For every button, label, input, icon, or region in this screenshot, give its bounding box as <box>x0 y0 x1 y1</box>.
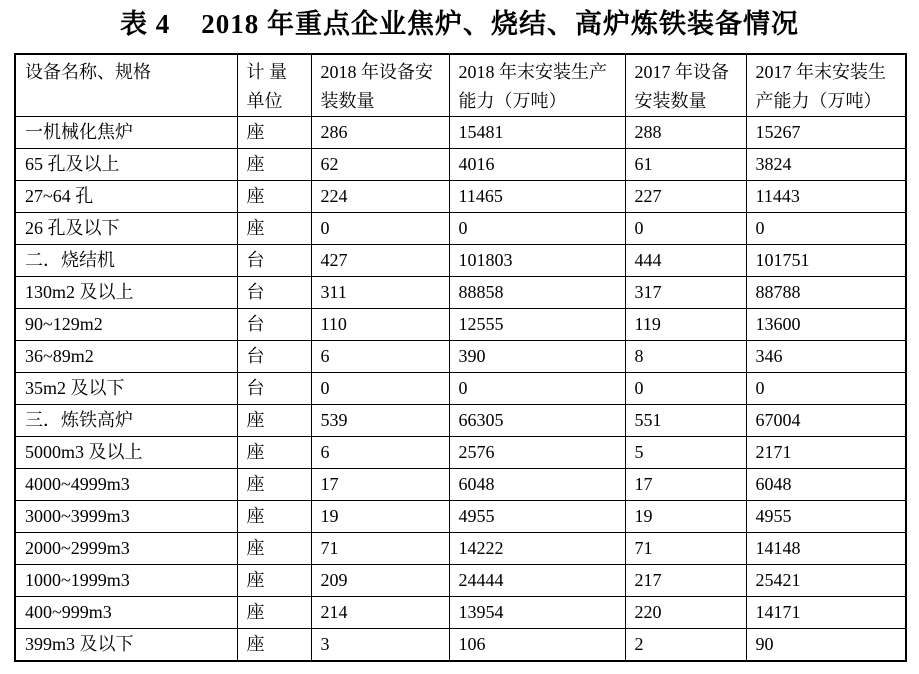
cell-device-name: 36~89m2 <box>15 341 237 373</box>
cell-2018-installed-count: 19 <box>311 501 449 533</box>
cell-2017-capacity: 6048 <box>746 469 906 501</box>
cell-2017-capacity: 25421 <box>746 565 906 597</box>
cell-device-name: 1000~1999m3 <box>15 565 237 597</box>
cell-device-name: 3000~3999m3 <box>15 501 237 533</box>
cell-2017-installed-count: 317 <box>625 277 746 309</box>
col-header-unit <box>237 54 311 117</box>
cell-unit: 座 <box>237 565 311 597</box>
table-row <box>15 501 906 533</box>
cell-2017-capacity: 2171 <box>746 437 906 469</box>
cell-2017-capacity: 0 <box>746 213 906 245</box>
cell-unit: 座 <box>237 405 311 437</box>
cell-device-name: 二．烧结机 <box>15 245 237 277</box>
cell-device-name: 一机械化焦炉 <box>15 117 237 149</box>
cell-2018-installed-count: 209 <box>311 565 449 597</box>
cell-2017-capacity: 14171 <box>746 597 906 629</box>
table-row <box>15 565 906 597</box>
col-header-2017-installed <box>625 54 746 117</box>
header-line: 2018 年设备安 <box>320 62 433 82</box>
cell-2018-installed-count: 110 <box>311 309 449 341</box>
cell-2018-installed-count: 0 <box>311 213 449 245</box>
cell-2017-installed-count: 0 <box>625 373 746 405</box>
header-line: 2017 年末安装生 <box>755 62 886 82</box>
cell-2018-capacity: 6048 <box>449 469 625 501</box>
cell-2018-capacity: 390 <box>449 341 625 373</box>
cell-2017-installed-count: 61 <box>625 149 746 181</box>
cell-2018-capacity: 101803 <box>449 245 625 277</box>
table-row <box>15 533 906 565</box>
header-line: 装数量 <box>320 91 375 111</box>
cell-2018-capacity: 106 <box>449 629 625 662</box>
cell-device-name: 26 孔及以下 <box>15 213 237 245</box>
cell-unit: 座 <box>237 117 311 149</box>
cell-unit: 座 <box>237 533 311 565</box>
cell-2017-capacity: 15267 <box>746 117 906 149</box>
col-header-2018-installed <box>311 54 449 117</box>
table-row <box>15 309 906 341</box>
cell-2017-capacity: 13600 <box>746 309 906 341</box>
cell-device-name: 399m3 及以下 <box>15 629 237 662</box>
cell-2017-capacity: 90 <box>746 629 906 662</box>
header-line: 设备名称、规格 <box>25 62 151 82</box>
cell-device-name: 65 孔及以上 <box>15 149 237 181</box>
table-row <box>15 437 906 469</box>
cell-unit: 台 <box>237 373 311 405</box>
cell-2017-capacity: 346 <box>746 341 906 373</box>
cell-2017-installed-count: 2 <box>625 629 746 662</box>
cell-2017-installed-count: 19 <box>625 501 746 533</box>
cell-2018-installed-count: 3 <box>311 629 449 662</box>
cell-device-name: 27~64 孔 <box>15 181 237 213</box>
table-row <box>15 181 906 213</box>
cell-device-name: 4000~4999m3 <box>15 469 237 501</box>
cell-unit: 台 <box>237 277 311 309</box>
cell-2018-installed-count: 62 <box>311 149 449 181</box>
table-row <box>15 373 906 405</box>
table-row <box>15 341 906 373</box>
cell-unit: 座 <box>237 149 311 181</box>
cell-unit: 座 <box>237 629 311 662</box>
table-row <box>15 117 906 149</box>
cell-2018-installed-count: 427 <box>311 245 449 277</box>
cell-2018-capacity: 14222 <box>449 533 625 565</box>
col-header-device-name <box>15 54 237 117</box>
cell-device-name: 35m2 及以下 <box>15 373 237 405</box>
cell-2018-installed-count: 0 <box>311 373 449 405</box>
header-line: 2018 年末安装生产 <box>458 62 607 82</box>
table-row <box>15 277 906 309</box>
cell-2017-installed-count: 288 <box>625 117 746 149</box>
equipment-table <box>14 53 907 662</box>
cell-2018-installed-count: 311 <box>311 277 449 309</box>
cell-2017-capacity: 14148 <box>746 533 906 565</box>
header-line: 安装数量 <box>634 91 707 111</box>
cell-2017-capacity: 0 <box>746 373 906 405</box>
cell-2017-capacity: 67004 <box>746 405 906 437</box>
cell-2018-installed-count: 17 <box>311 469 449 501</box>
table-header <box>15 54 906 117</box>
cell-2017-capacity: 4955 <box>746 501 906 533</box>
cell-2018-installed-count: 214 <box>311 597 449 629</box>
cell-2018-installed-count: 71 <box>311 533 449 565</box>
col-header-2018-capacity <box>449 54 625 117</box>
cell-2018-capacity: 88858 <box>449 277 625 309</box>
table-row <box>15 213 906 245</box>
cell-2018-capacity: 4016 <box>449 149 625 181</box>
header-row <box>15 54 906 117</box>
table-row <box>15 405 906 437</box>
cell-2017-installed-count: 5 <box>625 437 746 469</box>
cell-2017-installed-count: 71 <box>625 533 746 565</box>
table-title: 表 4 2018 年重点企业焦炉、烧结、高炉炼铁装备情况 <box>120 9 799 39</box>
table-row <box>15 245 906 277</box>
cell-2017-capacity: 3824 <box>746 149 906 181</box>
header-line: 能力（万吨） <box>458 91 567 111</box>
header-line: 计 量 <box>246 62 287 82</box>
cell-2018-capacity: 0 <box>449 213 625 245</box>
col-header-2017-capacity <box>746 54 906 117</box>
cell-2017-capacity: 88788 <box>746 277 906 309</box>
cell-2017-installed-count: 551 <box>625 405 746 437</box>
cell-2017-installed-count: 220 <box>625 597 746 629</box>
cell-2017-capacity: 101751 <box>746 245 906 277</box>
cell-2018-installed-count: 6 <box>311 437 449 469</box>
cell-2018-capacity: 66305 <box>449 405 625 437</box>
cell-2017-installed-count: 17 <box>625 469 746 501</box>
cell-2017-installed-count: 0 <box>625 213 746 245</box>
table-row <box>15 469 906 501</box>
table-body <box>15 117 906 662</box>
cell-2018-capacity: 2576 <box>449 437 625 469</box>
cell-2018-capacity: 13954 <box>449 597 625 629</box>
cell-2018-installed-count: 6 <box>311 341 449 373</box>
cell-unit: 台 <box>237 245 311 277</box>
cell-unit: 台 <box>237 309 311 341</box>
cell-2018-installed-count: 539 <box>311 405 449 437</box>
cell-2017-installed-count: 119 <box>625 309 746 341</box>
header-line: 单位 <box>246 91 283 111</box>
header-line: 产能力（万吨） <box>755 91 882 111</box>
cell-2018-installed-count: 224 <box>311 181 449 213</box>
cell-device-name: 400~999m3 <box>15 597 237 629</box>
cell-2017-installed-count: 227 <box>625 181 746 213</box>
cell-2018-installed-count: 286 <box>311 117 449 149</box>
cell-2018-capacity: 4955 <box>449 501 625 533</box>
cell-unit: 座 <box>237 181 311 213</box>
table-row <box>15 629 906 662</box>
cell-unit: 座 <box>237 501 311 533</box>
cell-device-name: 5000m3 及以上 <box>15 437 237 469</box>
cell-2018-capacity: 15481 <box>449 117 625 149</box>
cell-2017-installed-count: 8 <box>625 341 746 373</box>
cell-unit: 座 <box>237 597 311 629</box>
cell-2018-capacity: 0 <box>449 373 625 405</box>
cell-2017-installed-count: 217 <box>625 565 746 597</box>
cell-device-name: 130m2 及以上 <box>15 277 237 309</box>
cell-device-name: 90~129m2 <box>15 309 237 341</box>
header-line: 2017 年设备 <box>634 62 729 82</box>
cell-device-name: 三．炼铁高炉 <box>15 405 237 437</box>
cell-unit: 座 <box>237 437 311 469</box>
table-row <box>15 597 906 629</box>
cell-unit: 座 <box>237 469 311 501</box>
cell-2017-installed-count: 444 <box>625 245 746 277</box>
cell-2018-capacity: 12555 <box>449 309 625 341</box>
cell-2017-capacity: 11443 <box>746 181 906 213</box>
cell-2018-capacity: 24444 <box>449 565 625 597</box>
cell-unit: 台 <box>237 341 311 373</box>
cell-device-name: 2000~2999m3 <box>15 533 237 565</box>
table-row <box>15 149 906 181</box>
cell-2018-capacity: 11465 <box>449 181 625 213</box>
cell-unit: 座 <box>237 213 311 245</box>
